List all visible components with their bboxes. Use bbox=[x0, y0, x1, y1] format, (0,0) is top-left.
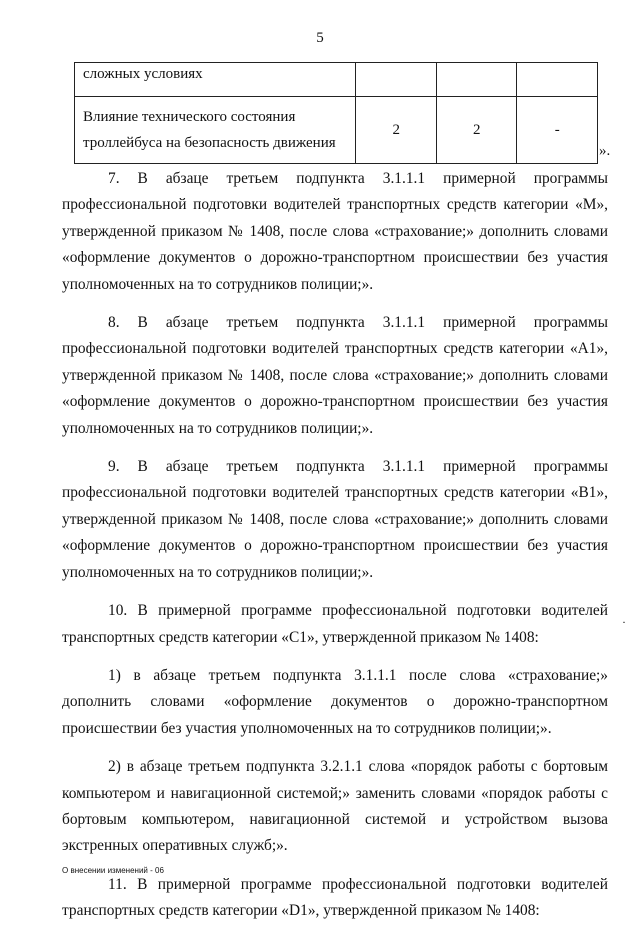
margin-mark: · bbox=[622, 615, 626, 629]
page-number: 5 bbox=[316, 30, 324, 46]
paragraph-10: 10. В примерной программе профессиональной подготовки водителей транспортных средств категории «С1», утвержденной приказом № 1408: bbox=[62, 602, 608, 646]
table-cell-topic: сложных условиях bbox=[75, 63, 356, 97]
table-row bbox=[75, 63, 598, 97]
table-cell-value bbox=[436, 63, 517, 97]
table-cell-value: - bbox=[517, 97, 598, 164]
document-footer: О внесении изменений - 06 bbox=[62, 866, 164, 875]
paragraph-11: 11. В примерной программе профессиональной подготовки водителей транспортных средств категории «D1», утвержденной приказом № 1408: bbox=[62, 875, 608, 920]
course-table bbox=[74, 62, 598, 164]
document-body bbox=[62, 166, 608, 937]
table-cell-topic: Влияние технического состояния троллейбуса на безопасность движения bbox=[75, 97, 356, 164]
paragraph-10-1: 1) в абзаце третьем подпункта 3.1.1.1 после слова «страхование;» дополнить словами «оформление документов о дорожно-транспортном происшествии без участия уполномоченных на то сотрудников полиции;». bbox=[62, 666, 608, 737]
table-cell-value bbox=[517, 63, 598, 97]
paragraph-8: 8. В абзаце третьем подпункта 3.1.1.1 примерной программы профессиональной подготовки водителей транспортных средств категории «А1», утвержденной приказом № 1408, после слова «страхование;» дополнить словами «оформление документов о дорожно-транспортном происшествии без участия уполномоченных на то сотрудников полиции;». bbox=[62, 314, 608, 437]
table-cell-value: 2 bbox=[356, 97, 437, 164]
table-cell-value bbox=[356, 63, 437, 97]
table-cell-value: 2 bbox=[436, 97, 517, 164]
paragraph-7: 7. В абзаце третьем подпункта 3.1.1.1 примерной программы профессиональной подготовки водителей транспортных средств категории «М», утвержденной приказом № 1408, после слова «страхование;» дополнить словами «оформление документов о дорожно-транспортном происшествии без участия уполномоченных на то сотрудников полиции;». bbox=[62, 170, 608, 293]
table-row bbox=[75, 97, 598, 164]
table-closing-quote: ». bbox=[599, 143, 611, 159]
paragraph-9: 9. В абзаце третьем подпункта 3.1.1.1 примерной программы профессиональной подготовки водителей транспортных средств категории «В1», утвержденной приказом № 1408, после слова «страхование;» дополнить словами «оформление документов о дорожно-транспортном происшествии без участия уполномоченных на то сотрудников полиции;». bbox=[62, 458, 608, 581]
paragraph-10-2: 2) в абзаце третьем подпункта 3.2.1.1 слова «порядок работы с бортовым компьютером и навигационной системой;» заменить словами «порядок работы с бортовым компьютером, навигационной системой и устройством вызова экстренных оперативных служб;». bbox=[62, 758, 608, 855]
